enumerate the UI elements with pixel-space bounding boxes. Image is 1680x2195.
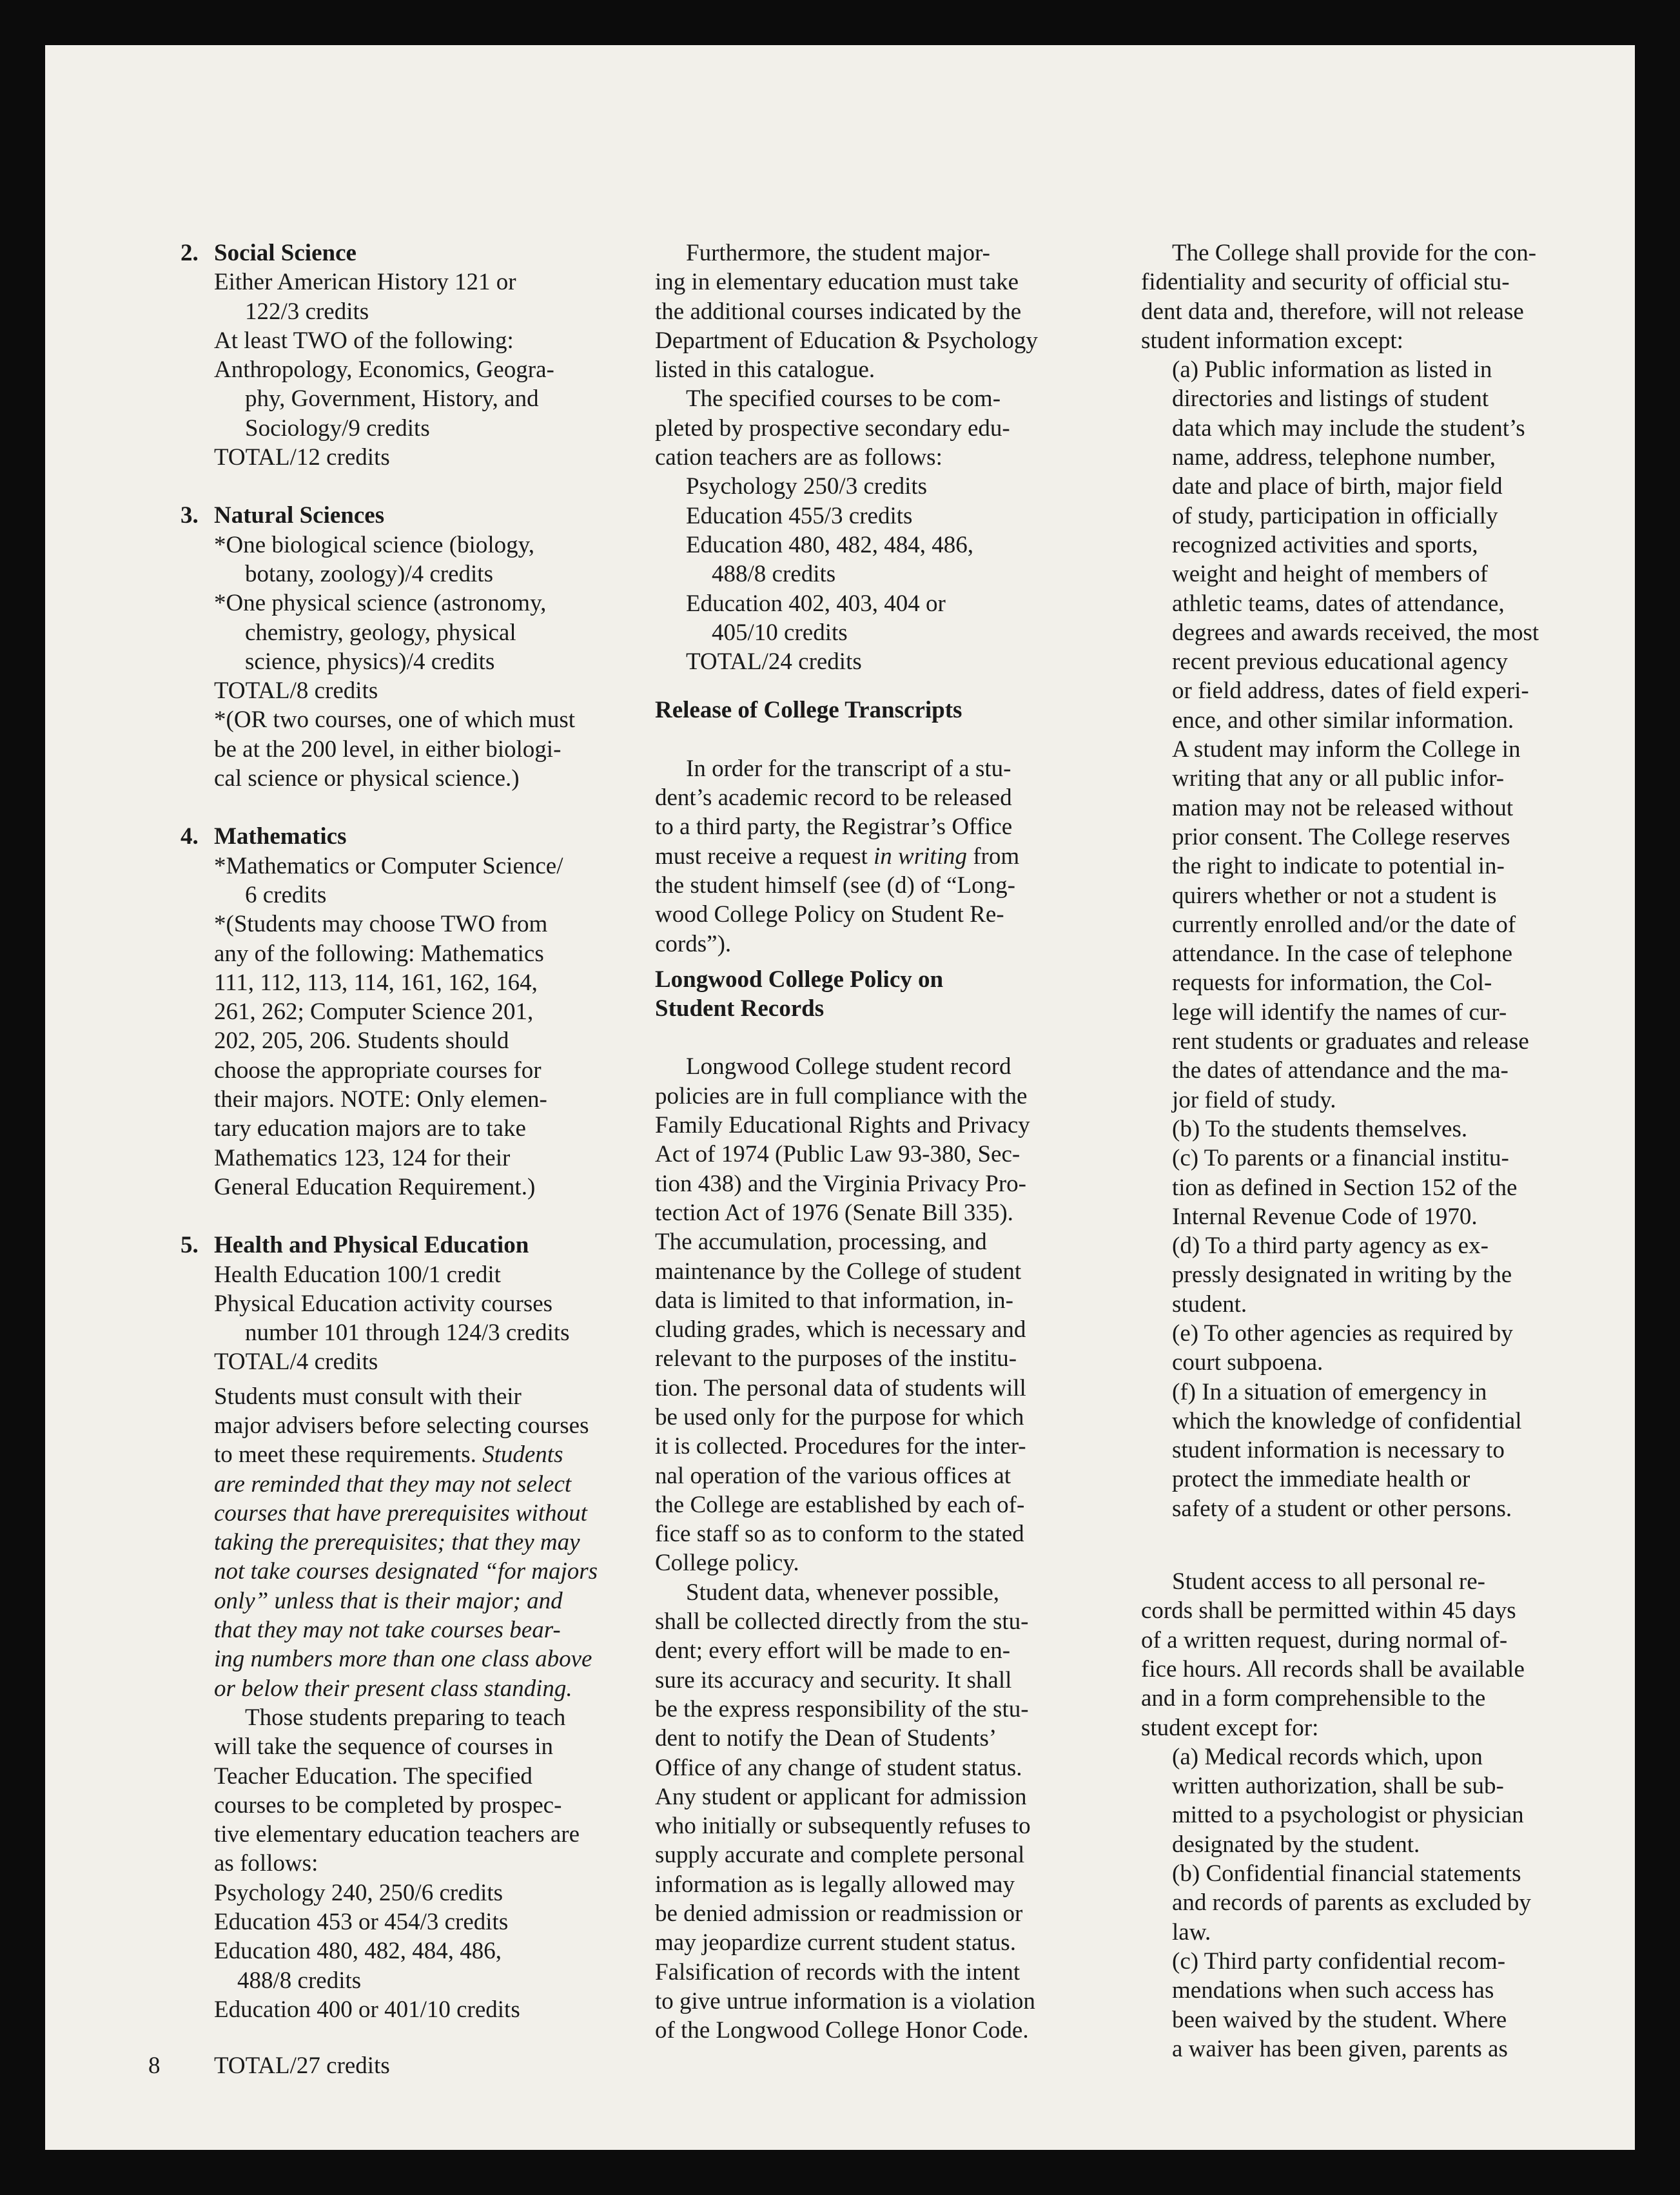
course-line: Education 480, 482, 484, 486, — [686, 531, 974, 558]
text-line: mendations when such access has — [1172, 1977, 1494, 2004]
text-line: Student access to all personal re- — [1172, 1568, 1485, 1595]
text-line: listed in this catalogue. — [655, 356, 875, 384]
text-line: tion 438) and the Virginia Privacy Pro- — [655, 1170, 1026, 1197]
text-line: (c) Third party confidential recom- — [1172, 1947, 1506, 1975]
text-line: Office of any change of student status. — [655, 1754, 1022, 1781]
advising-paragraph — [181, 1382, 658, 1878]
text-run: to meet these requirements. — [214, 1441, 483, 1468]
text-line: The specified courses to be com- — [686, 385, 1001, 413]
text-line: of study, participation in officially — [1172, 502, 1498, 529]
text-line: a waiver has been given, parents as — [1172, 2035, 1508, 2062]
text-line: Anthropology, Economics, Geogra- — [214, 356, 554, 384]
text-line: jor field of study. — [1172, 1086, 1336, 1113]
text-line: who initially or subsequently refuses to — [655, 1813, 1031, 1840]
text-line: dent data and, therefore, will not release — [1141, 298, 1524, 325]
text-line: General Education Requirement.) — [214, 1173, 536, 1200]
text-line: (a) Public information as listed in — [1172, 356, 1492, 384]
text-line: dent’s academic record to be released — [655, 785, 1012, 812]
course-line: Psychology 250/3 credits — [686, 473, 928, 500]
text-line: The College shall provide for the con- — [1172, 240, 1537, 266]
text-line: In order for the transcript of a stu- — [686, 755, 1011, 782]
text-line: A student may inform the College in — [1172, 736, 1521, 763]
text-line — [214, 1440, 658, 1469]
text-line: dent to notify the Dean of Students’ — [655, 1725, 997, 1752]
text-line: information as is legally allowed may — [655, 1871, 1015, 1898]
text-line: relevant to the purposes of the institu- — [655, 1345, 1017, 1372]
text-line: *(Students may choose TWO from — [214, 911, 548, 938]
text-line: and in a form comprehensible to the — [1141, 1685, 1486, 1712]
text-run: must receive a request — [655, 843, 874, 870]
total-line: TOTAL/4 credits — [214, 1349, 378, 1376]
text-line: will take the sequence of courses in — [214, 1733, 554, 1761]
course-line: Psychology 240, 250/6 credits — [214, 1879, 503, 1906]
text-line: tive elementary education teachers are — [214, 1821, 580, 1848]
paragraph — [655, 1578, 1132, 2045]
text-line: student. — [1172, 1291, 1247, 1318]
total-line: TOTAL/8 credits — [214, 678, 378, 705]
text-line: Family Educational Rights and Privacy — [655, 1112, 1030, 1139]
text-line: Internal Revenue Code of 1970. — [1172, 1203, 1478, 1230]
text-line: be denied admission or readmission or — [655, 1900, 1023, 1927]
paragraph — [655, 239, 1132, 384]
text-line: Department of Education & Psychology — [655, 327, 1038, 354]
text-line: Furthermore, the student major- — [686, 240, 990, 266]
text-line: cluding grades, which is necessary and — [655, 1316, 1026, 1343]
text-line: be the express responsibility of the stu- — [655, 1695, 1029, 1722]
text-line: Act of 1974 (Public Law 93-380, Sec- — [655, 1141, 1021, 1168]
text-line: safety of a student or other persons. — [1172, 1495, 1512, 1522]
text-line: *One biological science (biology, — [214, 531, 534, 558]
text-line: degrees and awards received, the most — [1172, 619, 1539, 646]
text-line: (e) To other agencies as required by — [1172, 1320, 1513, 1347]
text-line: the right to indicate to potential in- — [1172, 853, 1505, 880]
text-run: from — [966, 843, 1020, 870]
text-line: botany, zoology)/4 credits — [245, 560, 493, 587]
italic-line: not take courses designated “for majors — [214, 1558, 598, 1585]
text-line: student except for: — [1141, 1714, 1319, 1741]
exception-list — [1141, 355, 1631, 1523]
text-line: data which may include the student’s — [1172, 415, 1525, 442]
italic-line: or below their present class standing. — [214, 1675, 572, 1702]
text-line: directories and listings of student — [1172, 385, 1489, 413]
text-line: designated by the student. — [1172, 1831, 1420, 1858]
item-number: 4. — [181, 823, 199, 850]
text-line: Any student or applicant for admission — [655, 1783, 1027, 1810]
item-number: 3. — [181, 502, 199, 529]
text-line: fice staff so as to conform to the stated — [655, 1521, 1024, 1548]
text-line: phy, Government, History, and — [245, 385, 539, 413]
text-line: tary education majors are to take — [214, 1115, 526, 1142]
text-line: recent previous educational agency — [1172, 649, 1508, 676]
text-line: and records of parents as excluded by — [1172, 1889, 1531, 1917]
text-line: as follows: — [214, 1850, 318, 1877]
text-line: cords”). — [655, 930, 732, 957]
text-line: Either American History 121 or — [214, 269, 516, 296]
text-line: At least TWO of the following: — [214, 327, 514, 354]
secondary-course-list — [655, 472, 1132, 676]
text-line: any of the following: Mathematics — [214, 940, 544, 967]
text-line: ence, and other similar information. — [1172, 707, 1514, 734]
text-line: 122/3 credits — [245, 298, 369, 325]
text-line: Longwood College student record — [686, 1053, 1011, 1080]
text-line: attendance. In the case of telephone — [1172, 941, 1513, 968]
text-line: name, address, telephone number, — [1172, 444, 1496, 471]
text-line: (f) In a situation of emergency in — [1172, 1378, 1487, 1405]
column-1 — [181, 239, 658, 2024]
course-line: Education 455/3 credits — [686, 502, 913, 529]
text-line: be at the 200 level, in either biologi- — [214, 736, 562, 763]
text-line: to a third party, the Registrar’s Office — [655, 814, 1013, 841]
text-line: shall be collected directly from the stu- — [655, 1608, 1029, 1635]
text-line: tion. The personal data of students will — [655, 1374, 1026, 1401]
paragraph — [655, 754, 1132, 959]
text-line: Falsification of records with the intent — [655, 1958, 1021, 1985]
text-line: *One physical science (astronomy, — [214, 590, 547, 617]
item-number: 5. — [181, 1232, 199, 1259]
exception-list — [1141, 1742, 1631, 2063]
text-line: Students must consult with their — [214, 1383, 522, 1410]
text-line: The accumulation, processing, and — [655, 1229, 987, 1256]
text-line: Mathematics 123, 124 for their — [214, 1144, 511, 1171]
text-line: fidentiality and security of official stu- — [1141, 269, 1510, 296]
paragraph — [1141, 1567, 1631, 1742]
text-line: cal science or physical science.) — [214, 765, 520, 792]
course-line: Education 453 or 454/3 credits — [214, 1909, 509, 1936]
column-2 — [655, 239, 1132, 2045]
text-line: Sociology/9 credits — [245, 415, 430, 442]
text-line: writing that any or all public infor- — [1172, 765, 1505, 792]
text-line: be used only for the purpose for which — [655, 1403, 1024, 1430]
text-line: law. — [1172, 1918, 1211, 1946]
paragraph — [1141, 239, 1631, 355]
italic-line: ing numbers more than one class above — [214, 1646, 592, 1673]
course-line: 405/10 credits — [712, 619, 848, 646]
text-line: (a) Medical records which, upon — [1172, 1743, 1483, 1770]
text-line: 202, 205, 206. Students should — [214, 1028, 509, 1055]
section-health-pe — [181, 1231, 658, 2024]
text-line: currently enrolled and/or the date of — [1172, 911, 1516, 938]
paragraph — [655, 1052, 1132, 1577]
total-line: TOTAL/12 credits — [214, 444, 390, 471]
text-line: of the Longwood College Honor Code. — [655, 2017, 1029, 2044]
text-line: court subpoena. — [1172, 1349, 1323, 1376]
text-line: mitted to a psychologist or physician — [1172, 1802, 1524, 1829]
text-line: number 101 through 124/3 credits — [245, 1320, 570, 1347]
italic-run: Students — [482, 1441, 563, 1468]
text-line: written authorization, shall be sub- — [1172, 1773, 1504, 1800]
text-line: requests for information, the Col- — [1172, 970, 1492, 997]
text-line: student information is necessary to — [1172, 1437, 1505, 1464]
text-line: data is limited to that information, in- — [655, 1287, 1013, 1314]
course-line: Education 402, 403, 404 or — [686, 590, 946, 617]
italic-run: in writing — [874, 843, 967, 870]
text-line: mation may not be released without — [1172, 794, 1514, 821]
text-line: prior consent. The College reserves — [1172, 823, 1510, 850]
text-line: the dates of attendance and the ma- — [1172, 1057, 1509, 1084]
text-line: wood College Policy on Student Re- — [655, 901, 1004, 928]
text-line: supply accurate and complete personal — [655, 1842, 1025, 1869]
italic-line: are reminded that they may not select — [214, 1470, 572, 1497]
elementary-course-list — [181, 1878, 658, 2024]
text-line: tection Act of 1976 (Senate Bill 335). — [655, 1199, 1013, 1226]
text-line: student information except: — [1141, 327, 1403, 354]
text-line: the College are established by each of- — [655, 1491, 1025, 1518]
text-line: nal operation of the various offices at — [655, 1462, 1011, 1489]
section-heading: Student Records — [655, 995, 825, 1022]
text-line: Health Education 100/1 credit — [214, 1261, 501, 1288]
text-line: cords shall be permitted within 45 days — [1141, 1597, 1516, 1624]
text-line: dent; every effort will be made to en- — [655, 1637, 1011, 1664]
text-line: ing in elementary education must take — [655, 269, 1019, 296]
text-line: pressly designated in writing by the — [1172, 1262, 1512, 1289]
text-line — [655, 842, 1132, 871]
section-heading: Natural Sciences — [214, 502, 385, 529]
text-line: date and place of birth, major field — [1172, 473, 1503, 500]
text-line: may jeopardize current student status. — [655, 1929, 1016, 1956]
text-line: policies are in full compliance with the — [655, 1082, 1028, 1109]
item-number: 2. — [181, 240, 199, 266]
text-line: *(OR two courses, one of which must — [214, 707, 576, 734]
text-line: cation teachers are as follows: — [655, 444, 943, 471]
section-heading: Longwood College Policy on — [655, 966, 944, 993]
text-line: 261, 262; Computer Science 201, — [214, 999, 534, 1026]
section-heading: Social Science — [214, 240, 357, 266]
text-line: rent students or graduates and release — [1172, 1028, 1529, 1055]
page-number: 8 — [148, 2053, 161, 2079]
italic-line: taking the prerequisites; that they may — [214, 1529, 580, 1556]
section-natural-sciences — [181, 501, 658, 793]
text-line: it is collected. Procedures for the inter- — [655, 1433, 1026, 1460]
text-line: sure its accuracy and security. It shall — [655, 1666, 1012, 1693]
catalogue-page — [45, 45, 1635, 2150]
italic-line: only” unless that is their major; and — [214, 1587, 563, 1614]
total-line: TOTAL/24 credits — [686, 649, 862, 676]
text-line: *Mathematics or Computer Science/ — [214, 852, 563, 879]
italic-line: that they may not take courses bear- — [214, 1617, 561, 1644]
text-line: the additional courses indicated by the — [655, 298, 1022, 325]
text-line: 6 credits — [245, 881, 327, 908]
text-line: (c) To parents or a financial institu- — [1172, 1145, 1509, 1172]
text-line: their majors. NOTE: Only elemen- — [214, 1086, 547, 1113]
section-mathematics — [181, 822, 658, 1202]
text-line: chemistry, geology, physical — [245, 619, 516, 646]
section-heading: Mathematics — [214, 823, 347, 850]
paragraph — [655, 384, 1132, 472]
text-line: protect the immediate health or — [1172, 1466, 1470, 1493]
section-heading: Release of College Transcripts — [655, 697, 962, 724]
text-line: pleted by prospective secondary edu- — [655, 415, 1010, 442]
course-line: 488/8 credits — [712, 561, 836, 588]
section-heading: Health and Physical Education — [214, 1232, 529, 1259]
course-line: 488/8 credits — [237, 1967, 362, 1994]
text-line: (b) Confidential financial statements — [1172, 1860, 1521, 1888]
text-line: fice hours. All records shall be available — [1141, 1655, 1525, 1683]
text-line: quirers whether or not a student is — [1172, 882, 1497, 909]
text-line: of a written request, during normal of- — [1141, 1626, 1508, 1654]
text-line: tion as defined in Section 152 of the — [1172, 1174, 1518, 1201]
column-3 — [1141, 239, 1631, 2063]
text-line: Student data, whenever possible, — [686, 1579, 1000, 1606]
italic-line: courses that have prerequisites without — [214, 1499, 587, 1527]
text-line: major advisers before selecting courses — [214, 1412, 589, 1439]
text-line: the student himself (see (d) of “Long- — [655, 872, 1015, 899]
text-line: courses to be completed by prospec- — [214, 1791, 562, 1819]
text-line: 111, 112, 113, 114, 161, 162, 164, — [214, 969, 538, 996]
text-line: choose the appropriate courses for — [214, 1057, 542, 1084]
text-line: weight and height of members of — [1172, 561, 1489, 588]
text-line: (b) To the students themselves. — [1172, 1115, 1468, 1142]
text-line: science, physics)/4 credits — [245, 648, 495, 675]
total-line: TOTAL/27 credits — [214, 2053, 390, 2079]
text-line: Physical Education activity courses — [214, 1290, 553, 1317]
text-line: to give untrue information is a violation — [655, 1987, 1035, 2015]
text-line: lege will identify the names of cur- — [1172, 999, 1507, 1026]
text-line: athletic teams, dates of attendance, — [1172, 590, 1505, 617]
text-line: been waived by the student. Where — [1172, 2006, 1507, 2033]
course-line: Education 400 or 401/10 credits — [214, 1996, 520, 2023]
text-line: which the knowledge of confidential — [1172, 1407, 1522, 1434]
text-line: Those students preparing to teach — [245, 1704, 566, 1731]
text-line: Teacher Education. The specified — [214, 1762, 532, 1790]
text-line: maintenance by the College of student — [655, 1258, 1022, 1285]
section-social-science — [181, 239, 658, 472]
text-line: College policy. — [655, 1550, 799, 1577]
text-line: (d) To a third party agency as ex- — [1172, 1233, 1489, 1260]
text-line: or field address, dates of field experi- — [1172, 678, 1529, 705]
text-line: recognized activities and sports, — [1172, 531, 1478, 558]
course-line: Education 480, 482, 484, 486, — [214, 1938, 502, 1965]
